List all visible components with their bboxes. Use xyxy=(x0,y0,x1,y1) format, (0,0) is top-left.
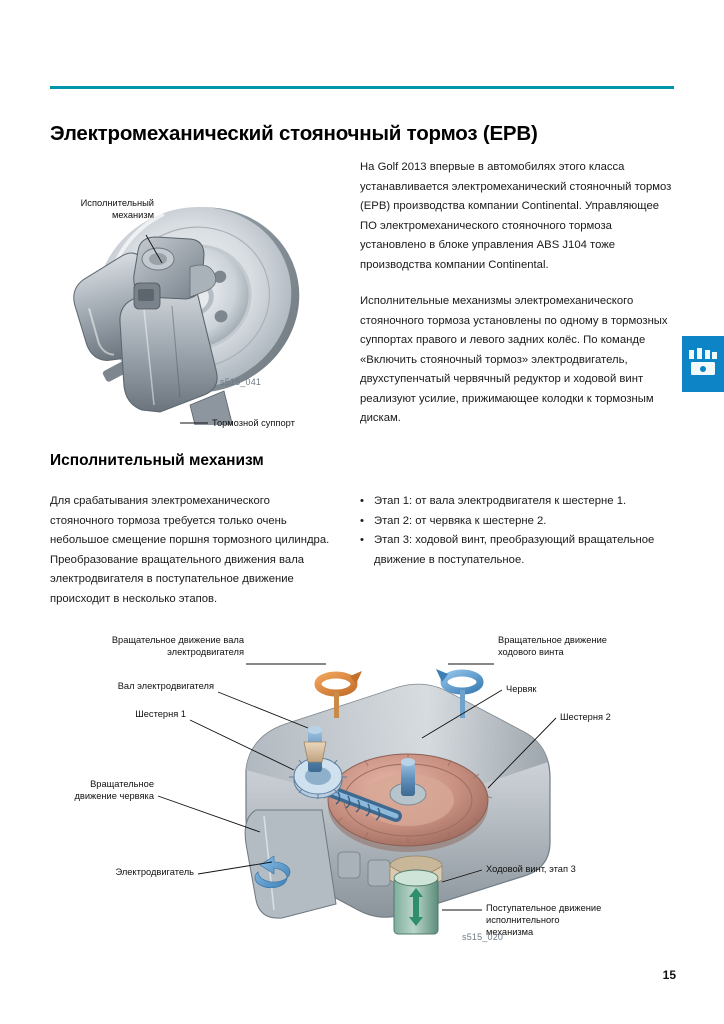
list-item: • Этап 1: от вала электродвигателя к шестерне 1. xyxy=(360,492,680,512)
caption-actuator: Исполнительный механизм xyxy=(80,198,154,220)
actuator-paragraph: Для срабатывания электромеханического стояночного тормоза требуется только очень небольшое смещение поршня тормозного цилиндра. Преобразование вращательного движения вала электродвигателя в поступательное движение происходит в несколько этапов. xyxy=(50,495,330,605)
output-cylinder xyxy=(390,856,442,934)
section-heading-actuator: Исполнительный механизм xyxy=(50,452,264,469)
caption-worm: Червяк xyxy=(506,684,537,694)
caption-screw-rotation: Вращательное движение ходового винта xyxy=(498,635,607,657)
figure-actuator-mechanism xyxy=(50,620,675,950)
figure-brake-code: s515_041 xyxy=(220,377,262,387)
brake-assembly-illustration xyxy=(50,155,350,425)
page-title: Электромеханический стояночный тормоз (EPB) xyxy=(50,122,538,145)
page-number: 15 xyxy=(662,968,676,982)
caption-translation: Поступательное движение исполнительного механизма xyxy=(486,903,602,937)
figure-actuator-code: s515_020 xyxy=(462,932,504,942)
caption-shaft-rotation: Вращательное движение вала электродвигателя xyxy=(111,635,244,657)
list-item: • Этап 2: от червяка к шестерне 2. xyxy=(360,512,680,532)
intro-paragraph-2: Исполнительные механизмы электромеханического стояночного тормоза установлены по одному в тормозных суппортах правого и левого задних колёс. По команде «Включить стояночный тормоз» электродвигатель, двухступенчатый червячный редуктор и ходовой винт реализуют усилие, прижимающее колодки к тормозным дискам. xyxy=(360,295,668,424)
side-tab-icon xyxy=(682,336,724,392)
caption-worm-rotation: Вращательное движение червяка xyxy=(74,779,154,801)
caption-gear-1: Шестерня 1 xyxy=(135,709,186,719)
caption-motor: Электродвигатель xyxy=(115,867,194,877)
caption-motor-shaft: Вал электродвигателя xyxy=(117,681,214,691)
figure-brake-assembly xyxy=(50,155,350,428)
actuator-text-column xyxy=(50,492,335,626)
caption-screw-stage-3: Ходовой винт, этап 3 xyxy=(486,864,576,874)
steps-list xyxy=(360,492,680,570)
intro-paragraph-1: На Golf 2013 впервые в автомобилях этого класса устанавливается электромеханический стояночный тормоз (EPB) производства компании Continental. Управляющее ПО электромеханического стояночного тормоза установлено в блоке управления ABS J104 тоже производства компании Continental. xyxy=(360,161,672,271)
caption-caliper: Тормозной суппорт xyxy=(212,418,295,428)
header-rule xyxy=(50,86,674,89)
caption-gear-2: Шестерня 2 xyxy=(560,712,611,722)
intro-text-column xyxy=(360,158,678,446)
chapter-side-tab xyxy=(682,336,724,392)
list-item: • Этап 3: ходовой винт, преобразующий вращательное движение в поступательное. xyxy=(360,531,680,570)
